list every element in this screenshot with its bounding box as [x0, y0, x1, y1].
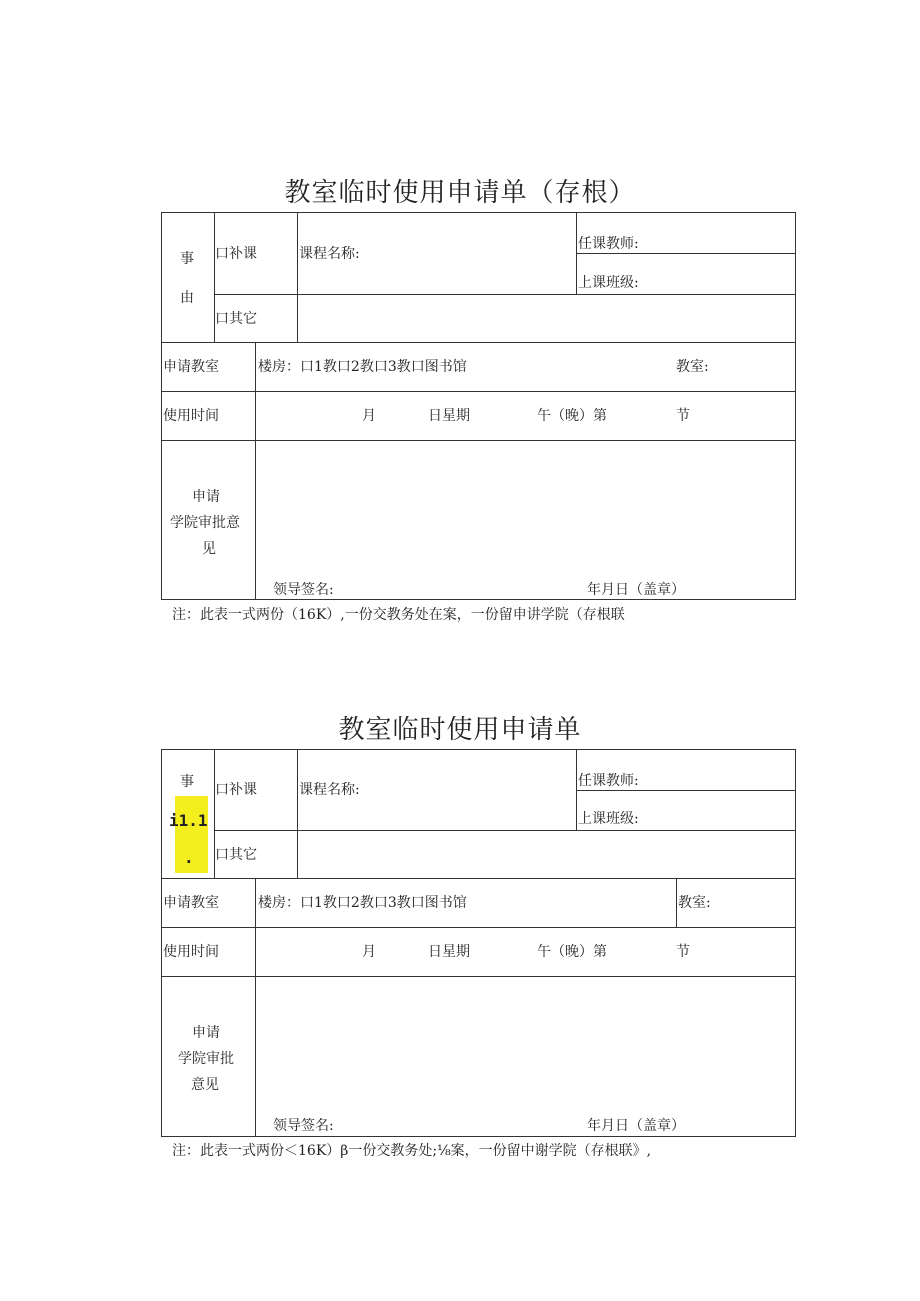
classroom-label: 教室: — [678, 895, 711, 911]
makeup-other-divider — [214, 830, 796, 831]
date-seal-label: 年月日（盖章） — [587, 1118, 685, 1134]
teacher-label: 任课教师: — [578, 773, 639, 789]
leader-signature-label: 领导签名: — [273, 1118, 334, 1134]
row-divider — [162, 976, 796, 977]
teacher-class-divider — [576, 790, 796, 791]
approval-label: 申请 — [192, 489, 220, 505]
approval-label: 见 — [202, 541, 216, 557]
time-month: 月 — [362, 408, 376, 424]
reason-highlighted-text: i1.1 — [169, 811, 208, 830]
row-divider — [162, 342, 796, 343]
classroom-col-divider — [676, 878, 677, 927]
room-label: 申请教室 — [163, 359, 219, 375]
time-section: 节 — [676, 944, 690, 960]
time-label: 使用时间 — [163, 944, 219, 960]
course-name-label: 课程名称: — [299, 782, 360, 798]
approval-label: 学院审批意 — [170, 515, 240, 531]
form1-table — [161, 212, 796, 600]
time-noon-period: 午（晚）第 — [537, 408, 607, 424]
time-section: 节 — [676, 408, 690, 424]
reason-highlighted-text: . — [184, 848, 194, 867]
classroom-label: 教室: — [676, 359, 709, 375]
time-noon-period: 午（晚）第 — [537, 944, 607, 960]
time-month: 月 — [362, 944, 376, 960]
approval-label: 申请 — [192, 1025, 220, 1041]
reason-char: 事 — [180, 774, 194, 790]
course-name-label: 课程名称: — [299, 246, 360, 262]
course-col-divider — [576, 213, 577, 294]
row-divider — [162, 440, 796, 441]
time-day-week: 日星期 — [428, 408, 470, 424]
class-label: 上课班级: — [578, 811, 639, 827]
approval-label: 学院审批 — [178, 1051, 234, 1067]
approval-label: 意见 — [191, 1077, 219, 1093]
date-seal-label: 年月日（盖章） — [587, 582, 685, 598]
form-note: 注：此表一式两份＜16K）β一份交教务处;⅛案，一份留中谢学院（存根联》, — [172, 1143, 652, 1159]
reason-char: 由 — [180, 290, 194, 306]
reason-char: 事 — [180, 251, 194, 267]
course-col-divider — [576, 750, 577, 830]
row-divider — [162, 878, 796, 879]
label-col-divider — [255, 342, 256, 600]
form-note: 注：此表一式两份（16K）,一份交教务处在案，一份留申讲学院（存根联 — [172, 607, 625, 623]
option-col-divider — [297, 213, 298, 342]
row-divider — [162, 927, 796, 928]
other-checkbox[interactable]: 口其它 — [215, 847, 257, 863]
time-label: 使用时间 — [163, 408, 219, 424]
form2-table — [161, 749, 796, 1137]
leader-signature-label: 领导签名: — [273, 582, 334, 598]
other-checkbox[interactable]: 口其它 — [215, 311, 257, 327]
label-col-divider — [255, 976, 256, 1137]
makeup-other-divider — [214, 294, 796, 295]
teacher-class-divider-full — [576, 253, 796, 254]
time-day-week: 日星期 — [428, 944, 470, 960]
teacher-label: 任课教师: — [578, 236, 639, 252]
row-divider — [162, 391, 796, 392]
room-label: 申请教室 — [163, 895, 219, 911]
option-col-divider — [297, 750, 298, 878]
building-options[interactable]: 楼房：口1教口2教口3教口图书馆 — [258, 895, 467, 911]
form2-title: 教室临时使用申请单 — [338, 715, 582, 745]
class-label: 上课班级: — [578, 275, 639, 291]
makeup-checkbox[interactable]: 口补课 — [215, 782, 257, 798]
building-options[interactable]: 楼房：口1教口2教口3教口图书馆 — [258, 359, 467, 375]
form1-title: 教室临时使用申请单（存根） — [284, 178, 636, 208]
label-col-divider — [255, 878, 256, 976]
makeup-checkbox[interactable]: 口补课 — [215, 246, 257, 262]
